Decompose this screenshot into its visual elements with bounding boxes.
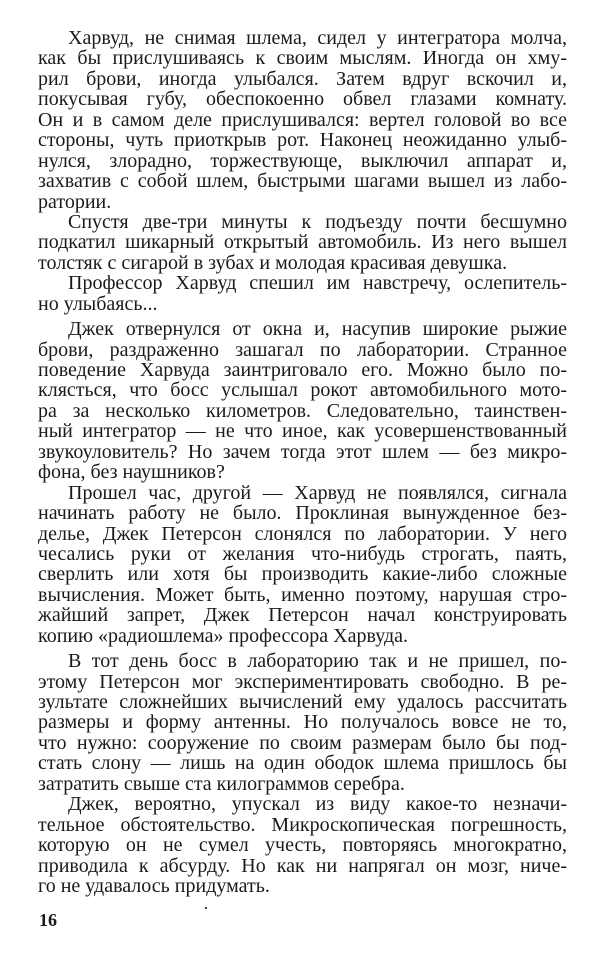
paragraph bbox=[38, 28, 567, 212]
text-line: вычисления. Может быть, именно поэтому, нарушая стро- bbox=[38, 583, 567, 606]
text-line: клясться, что босс услышал рокот автомобильного мото- bbox=[38, 379, 567, 402]
text-line: Прошел час, другой — Харвуд не появлялся, сигнала bbox=[68, 481, 567, 504]
text-line: сверлить или хотя бы производить какие-либо сложные bbox=[38, 563, 567, 586]
text-line: стать слону — лишь на один ободок шлема пришлось бы bbox=[38, 752, 567, 775]
text-line: копию «радиошлема» профессора Харвуда. bbox=[38, 624, 408, 647]
text-line: Джек, вероятно, упускал из виду какое-то незначи- bbox=[68, 793, 567, 816]
page-number: 16 bbox=[39, 910, 57, 930]
paragraph bbox=[38, 273, 567, 314]
text-line: затратить свыше ста килограммов серебра. bbox=[38, 772, 405, 795]
paragraph bbox=[38, 794, 567, 896]
text-line: подкатил шикарный открытый автомобиль. Из него вышел bbox=[38, 231, 567, 254]
text-line: начинать работу не было. Проклиная вынужденное без- bbox=[38, 502, 567, 525]
text-line: делье, Джек Петерсон слонялся по лаборатории. У него bbox=[38, 522, 567, 545]
text-line: стороны, чуть приоткрыв рот. Наконец неожиданно улыб- bbox=[38, 129, 567, 152]
text-line: рил брови, иногда улыбался. Затем вдруг вскочил и, bbox=[38, 67, 567, 90]
text-line: Профессор Харвуд спешил им навстречу, ослепитель- bbox=[68, 272, 567, 295]
text-line: ратории. bbox=[38, 190, 112, 213]
text-line: что нужно: сооружение по своим размерам было бы под- bbox=[38, 731, 567, 754]
text-line: ра за несколько километров. Следовательно, таинствен- bbox=[38, 399, 567, 422]
text-line: захватив с собой шлем, быстрыми шагами вышел из лабо- bbox=[38, 170, 567, 193]
text-line: жайший запрет, Джек Петерсон начал конструировать bbox=[38, 604, 567, 627]
paragraph bbox=[38, 212, 567, 273]
text-line: брови, раздраженно зашагал по лаборатории. Странное bbox=[38, 338, 567, 361]
text-line: но улыбаясь... bbox=[38, 292, 158, 315]
paragraph bbox=[38, 483, 567, 647]
text-line: зультате сложнейших вычислений ему удалось рассчитать bbox=[38, 691, 567, 713]
text-line: чесались руки от желания что-нибудь строгать, паять, bbox=[38, 542, 567, 565]
text-line: фона, без наушников? bbox=[38, 461, 225, 484]
text-line: звукоуловитель? Но зачем тогда этот шлем — без микро- bbox=[38, 440, 567, 463]
text-line: как бы прислушиваясь к своим мыслям. Иногда он хму- bbox=[38, 47, 567, 70]
text-line: Он и в самом деле прислушивался: вертел головой во все bbox=[38, 108, 567, 131]
text-line: этому Петерсон мог экспериментировать свободно. В ре- bbox=[38, 670, 567, 693]
text-line: Харвуд, не снимая шлема, сидел у интегратора молча, bbox=[68, 27, 567, 49]
text-line: которую он не сумел учесть, повторяясь многократно, bbox=[38, 834, 567, 857]
text-line: толстяк с сигарой в зубах и молодая красивая девушка. bbox=[38, 251, 508, 274]
paragraph bbox=[38, 319, 567, 483]
print-speck bbox=[205, 907, 207, 909]
text-line: покусывая губу, обеспокоенно обвел глазами комнату. bbox=[38, 88, 567, 111]
text-line: В тот день босс в лабораторию так и не пришел, по- bbox=[68, 650, 567, 673]
text-line: го не удавалось придумать. bbox=[38, 874, 270, 897]
text-line: Спустя две-три минуты к подъезду почти бесшумно bbox=[68, 210, 567, 233]
text-line: приводила к абсурду. Но как ни напрягал он мозг, ниче- bbox=[38, 854, 567, 877]
text-line: размеры и форму антенны. Но получалось вовсе не то, bbox=[38, 711, 567, 734]
book-page-text bbox=[38, 28, 567, 896]
text-line: поведение Харвуда заинтриговало его. Можно было по- bbox=[38, 359, 567, 381]
text-line: ный интегратор — не что иное, как усовершенствованный bbox=[38, 420, 567, 443]
text-line: нулся, злорадно, торжествующе, выключил аппарат и, bbox=[38, 149, 567, 172]
text-line: тельное обстоятельство. Микроскопическая погрешность, bbox=[38, 813, 567, 836]
text-line: Джек отвернулся от окна и, насупив широкие рыжие bbox=[68, 318, 567, 341]
paragraph bbox=[38, 651, 567, 794]
